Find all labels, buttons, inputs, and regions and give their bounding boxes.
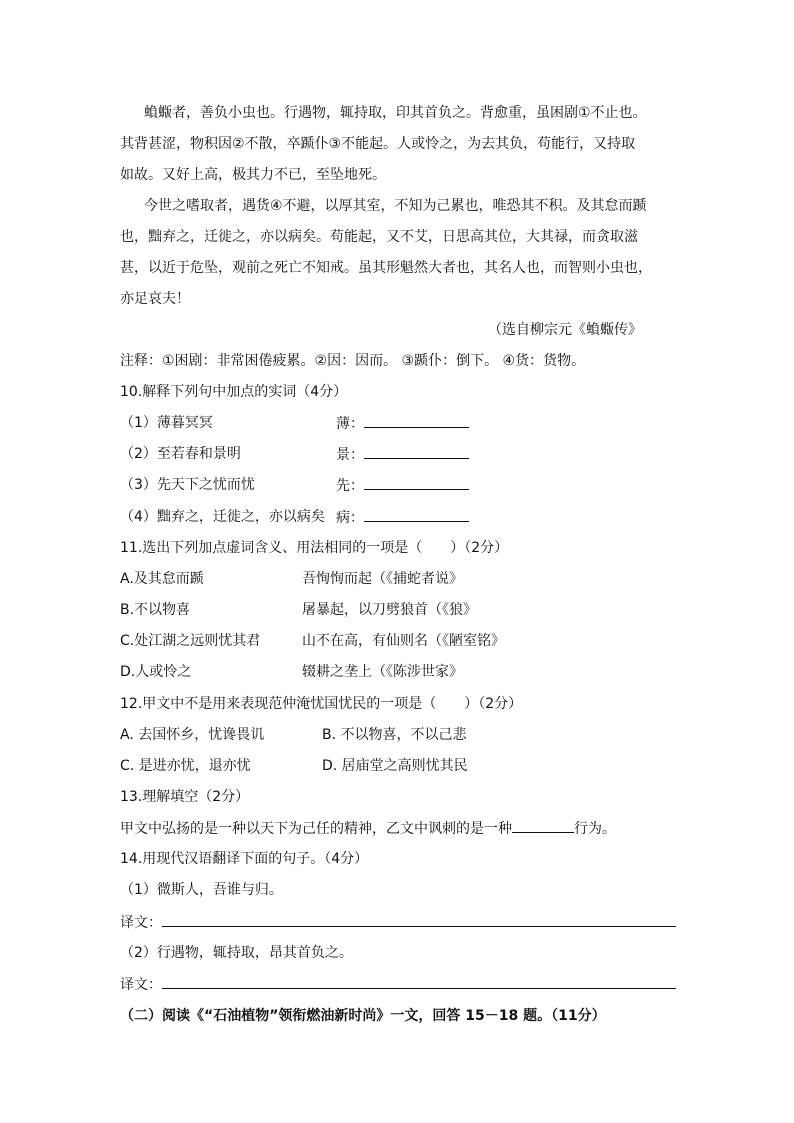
q14-sentence-2: （2）行遇物，辄持取，昂其首负之。: [120, 945, 353, 961]
section-2-heading: （二）阅读《“石油植物”领衔燃油新时尚》一文，回答 15－18 题。（11分）: [120, 1008, 606, 1024]
answer-blank[interactable]: [162, 912, 676, 927]
passage-source: （选自柳宗元《蝜蝂传》: [488, 322, 642, 338]
passage-line: 甚，以近于危坠，观前之死亡不知戒。虽其形魁然大者也，其名人也，而智则小虫也，: [120, 260, 652, 276]
q10-sentence: （3）先天下之忧而忧: [120, 477, 255, 493]
passage-line: 蝜蝂者，善负小虫也。行遇物，辄持取，印其首负之。背愈重，虽困剧①不止也。: [144, 105, 647, 121]
passage-line: 也，黜弃之，迁徙之，亦以病矣。苟能起，又不艾，日思高其位，大其禄，而贪取滋: [120, 229, 638, 245]
q12-option-b[interactable]: B. 不以物喜，不以己悲: [322, 727, 467, 743]
question-11-title: 11.选出下列加点虚词含义、用法相同的一项是（ ）（2分）: [120, 540, 509, 556]
q12-options-row-1: [120, 725, 467, 745]
question-13-title: 13.理解填空（2分）: [120, 789, 250, 805]
q11-option-b[interactable]: B.不以物喜 屠暴起，以刀劈狼首（《狼》: [120, 602, 477, 618]
q12-option-a[interactable]: A. 去国怀乡，忧谗畏讥: [120, 727, 265, 743]
answer-blank[interactable]: [364, 507, 469, 522]
q10-item-4: [120, 507, 364, 527]
q10-item-3: [120, 475, 364, 495]
q11-option-d[interactable]: D.人或怜之 辍耕之垄上（《陈涉世家》: [120, 664, 463, 680]
q14-sentence-1: （1）微斯人，吾谁与归。: [120, 882, 283, 898]
q10-sentence: （4）黜弃之，迁徙之，亦以病矣: [120, 509, 325, 525]
q10-sentence: （2）至若春和景明: [120, 446, 241, 462]
q10-sentence: （1）薄暮冥冥: [120, 415, 213, 431]
q10-item-2: [120, 444, 364, 464]
passage-line: 其背甚涩，物积因②不散，卒踬仆③不能起。人或怜之，为去其负，苟能行，又持取: [120, 136, 636, 152]
passage-line: 如故。又好上高，极其力不已，至坠地死。: [120, 167, 386, 183]
q12-option-d[interactable]: D. 居庙堂之高则忧其民: [322, 758, 468, 774]
question-12-title: 12.甲文中不是用来表现范仲淹忧国忧民的一项是（ ）（2分）: [120, 696, 523, 712]
answer-blank[interactable]: [512, 818, 574, 833]
q12-options-row-2: [120, 756, 468, 776]
answer-blank[interactable]: [364, 475, 469, 490]
q14-answer-line-1: 译文：: [120, 912, 676, 933]
q10-word: 薄：: [336, 413, 469, 434]
q10-word: 病：: [336, 507, 469, 528]
answer-blank[interactable]: [364, 444, 469, 459]
question-10-title: 10.解释下列句中加点的实词（4分）: [120, 384, 348, 400]
passage-notes: 注释：①困剧：非常困倦疲累。②因：因而。 ③踬仆：倒下。 ④货：货物。: [120, 353, 586, 369]
q11-option-c[interactable]: C.处江湖之远则忧其君 山不在高，有仙则名（《陋室铭》: [120, 633, 505, 649]
answer-blank[interactable]: [162, 974, 676, 989]
passage-line: 今世之嗜取者，遇货④不避，以厚其室，不知为己累也，唯恐其不积。及其怠而踬: [144, 198, 647, 214]
q13-fill-line: 甲文中弘扬的是一种以天下为己任的精神，乙文中讽刺的是一种 行为。: [120, 818, 616, 839]
q10-word: 景：: [336, 444, 469, 465]
passage-line: 亦足哀夫！: [120, 291, 190, 307]
q12-option-c[interactable]: C. 是进亦忧，退亦忧: [120, 758, 251, 774]
q10-word: 先：: [336, 475, 469, 496]
q11-option-a[interactable]: A.及其怠而踬 吾恂恂而起（《捕蛇者说》: [120, 571, 463, 587]
q10-item-1: [120, 413, 364, 433]
answer-blank[interactable]: [364, 413, 469, 428]
q14-answer-line-2: 译文：: [120, 974, 676, 995]
question-14-title: 14.用现代汉语翻译下面的句子。（4分）: [120, 851, 369, 867]
